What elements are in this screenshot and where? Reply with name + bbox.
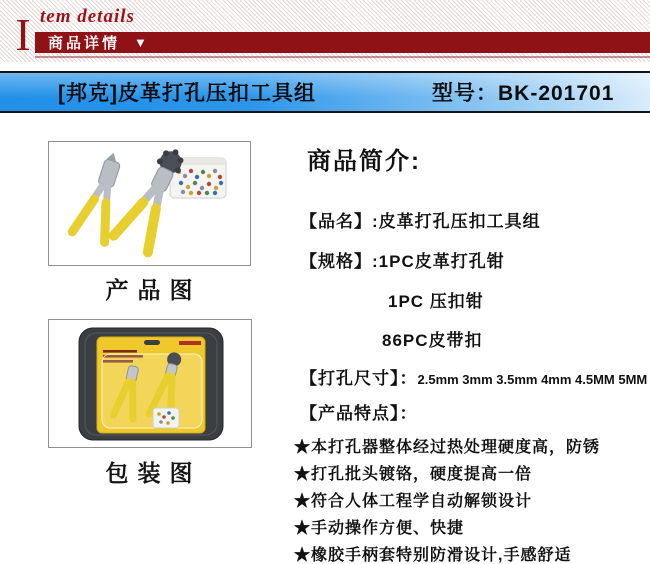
detail-line-spec — [300, 247, 505, 272]
feature-item: ★符合人体工程学自动解锁设计 — [294, 493, 533, 510]
item-details-script-label: tem details — [40, 6, 135, 27]
detail-line-spec3: 86PC皮带扣 — [382, 331, 483, 350]
detail-line-punch-sizes — [300, 364, 647, 389]
feature-item: ★本打孔器整体经过热处理硬度高，防锈 — [294, 439, 601, 456]
section-title-bar — [35, 32, 650, 53]
punch-sizes-value: 2.5mm 3mm 3.5mm 4mm 4.5MM 5MM — [417, 372, 648, 387]
name-value: 皮革打孔压扣工具组 — [378, 212, 541, 231]
product-photo — [48, 141, 251, 266]
product-photo-svg — [49, 142, 250, 265]
spec-label: 【规格】: — [300, 252, 379, 271]
detail-line-features-label: 【产品特点】： — [300, 404, 418, 423]
triangle-down-icon: ▼ — [134, 35, 147, 50]
packaging-photo-caption: 包装图 — [105, 461, 202, 486]
decorative-letter-i: I — [15, 9, 31, 60]
feature-item: ★橡胶手柄套特别防滑设计,手感舒适 — [294, 547, 572, 564]
model-number: 型号：BK-201701 — [432, 82, 615, 105]
feature-item: ★打孔批头镀铬，硬度提高一倍 — [294, 466, 533, 483]
feature-item: ★手动操作方便、快捷 — [294, 520, 465, 537]
packed-eyelets-illustration — [153, 408, 179, 428]
blister-illustration — [102, 354, 202, 428]
punch-sizes-label: 【打孔尺寸】： — [300, 369, 418, 388]
details-heading: 商品简介: — [307, 148, 421, 175]
packaging-photo-svg — [49, 320, 251, 447]
packaging-photo — [48, 319, 252, 448]
item-details-header — [0, 0, 650, 62]
section-title: 商品详情 — [48, 35, 121, 52]
detail-line-name — [300, 207, 541, 232]
name-label: 【品名】: — [300, 212, 379, 231]
product-title: [邦克]皮革打孔压扣工具组 — [58, 82, 316, 105]
product-photo-caption: 产品图 — [105, 278, 202, 303]
product-model-banner — [0, 71, 650, 113]
spec-value: 1PC皮革打孔钳 — [378, 252, 505, 271]
header-underline — [35, 56, 650, 58]
detail-line-spec2: 1PC 压扣钳 — [388, 292, 484, 311]
